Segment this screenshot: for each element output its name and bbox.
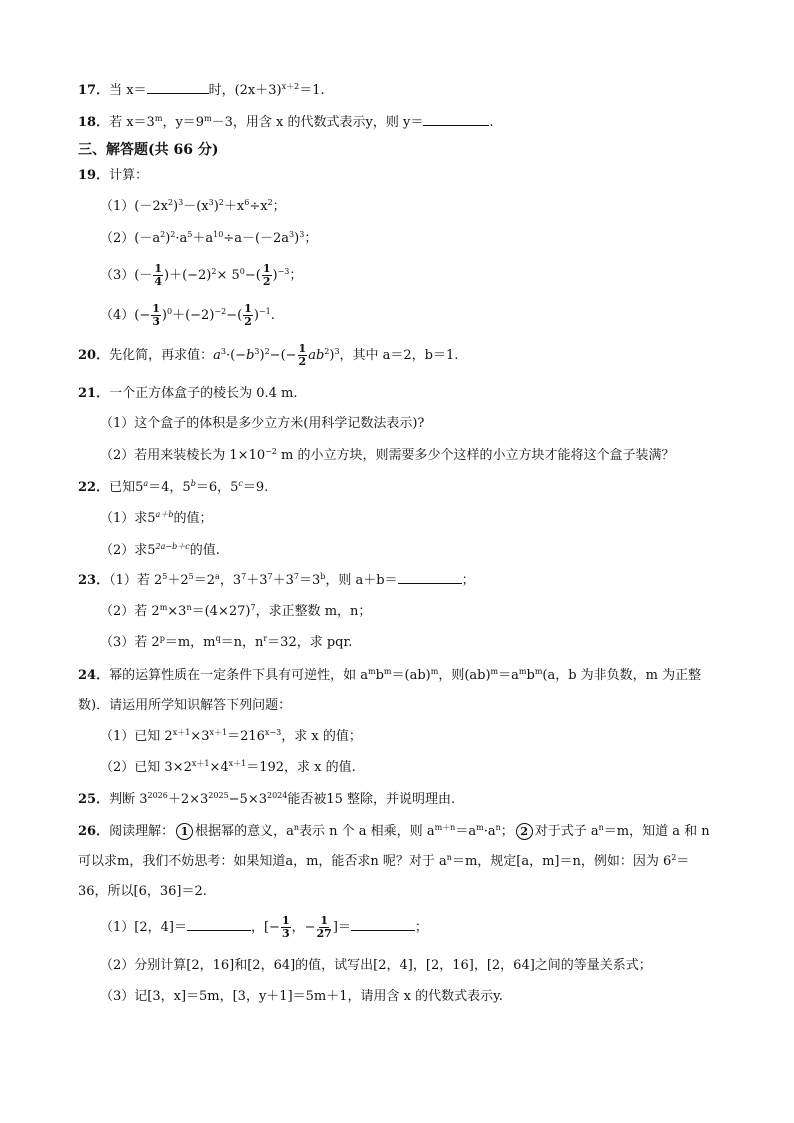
q17-number: 17． [78,83,110,98]
question-17: 17．当 x＝ 时，$(2x+3)^{x+2}=1$. [78,82,325,98]
circled-number-2: 2 [516,823,533,840]
question-24: 24．幂的运算性质在一定条件下具有可逆性，如 $a^mb^m=(ab)^m$，则$(ab)^m=a^mb^m(a$，b 为非负数，m 为正整 [78,667,702,683]
fraction: $\frac{1}{2}$ [244,302,252,328]
fraction: $\frac{1}{4}$ [154,262,162,288]
q18-number: 18． [78,115,110,130]
q26-part-2: （2）分别计算[2，16]和[2，64]的值，试写出[2，4]，[2，16]，[2，64]之间的等量关系式； [100,958,652,973]
fraction: $\frac{1}{27}$ [316,914,332,940]
q20-number: 20． [78,348,110,363]
question-19: 19．计算： [78,168,149,183]
q24-part-2: （2）已知 $3\times 2^{x+1}\times 4^{x+1}=192$，求 x 的值. [100,759,356,775]
fraction: $\frac{1}{3}$ [281,914,290,940]
section-3-heading: 三、解答题(共 66 分) [78,142,219,158]
q21-part-1: （1）这个盒子的体积是多少立方米(用科学记数法表示)? [100,416,425,431]
q22-number: 22． [78,480,110,495]
q24-part-1: （1）已知 $2^{x+1}\times 3^{x+1}=216^{x-3}$，求 x 的值； [100,728,362,744]
q19-part-3: （3）(－ $\frac{1}{4}$ )$+(-2)^2\times 5^0-$( $\frac{1}{2}$ )$^{-3}$； [100,262,303,288]
q21-part-2: （2）若用来装棱长为 $1\times 10^{-2}$ m 的小立方块，则需要多少个这样的小立方块才能将这个盒子装满？ [100,447,675,463]
q23-part-3: （3）若 $2^p=m$，$m^q=n$，$n^r=32$，求 pqr. [100,634,353,650]
q19-part-2: $(2)(-a^2)^2\cdot a^5+a^{10}\div a-(-2a^3)^3$； [100,230,318,246]
q26-part-1: （1）[2，4]＝ ，[− $\frac{1}{3}$ ，− $\frac{1}{27}$ ]＝ ； [100,914,428,940]
circled-number-1: 1 [176,823,193,840]
question-25: 25．判断 $3^{2026}+2\times 3^{2025}-5\times 3^{2024}$能否被15 整除，并说明理由. [78,791,456,807]
question-22: 22．已知$5^a=4$，$5^b=6$，$5^c=9$. [78,479,269,495]
q21-number: 21． [78,386,110,401]
question-20: 20．先化简，再求值：$a^3\cdot(-b^3)^2-(-$ $\frac{1}{2}$ $ab^2)^3$，其中 a＝2，b＝1. [78,342,459,368]
q19-part-1: $(1)(-2x^2)^3-(x^3)^2+x^6\div x^2$； [100,198,286,214]
q19-number: 19． [78,168,110,183]
q26-number: 26． [78,824,110,839]
q23-blank[interactable] [398,571,462,584]
q23-part-2: （2）若 $2^m\times 3^n=(4\times 27)^7$，求正整数 m，n； [100,603,372,619]
q17-blank[interactable] [147,81,209,94]
fraction: $\frac{1}{2}$ [262,262,271,288]
q26-blank-1[interactable] [187,918,251,931]
q22-part-1: （1）求$5^{a+b}$的值； [100,510,213,526]
q24-line-2: 数)．请运用所学知识解答下列问题： [78,698,292,713]
question-23: 23．（1）若 $2^5+2^5=2^a$，$3^7+3^7+3^7=3^b$，则 a＋b＝ ； [78,572,475,588]
q22-part-2: （2）求$5^{2a-b+c}$的值. [100,542,220,558]
q26-part-3: （3）记[3，x]＝5m，[3，y＋1]＝5m＋1，请用含 x 的代数式表示y. [100,989,503,1004]
question-18: 18．若 $x=3^m$，$y=9^m-3$，用含 x 的代数式表示y，则 y＝ . [78,114,494,130]
q26-line-3: 36，所以[6，36]＝2. [78,884,207,899]
q24-number: 24． [78,668,110,683]
q19-part-4: （4）(− $\frac{1}{3}$ )$^0+(-2)^{-2}-$( $\frac{1}{2}$ )$^{-1}$. [100,302,275,328]
q18-blank[interactable] [423,113,489,126]
fraction: $\frac{1}{2}$ [298,342,307,368]
q23-number: 23． [78,573,110,588]
question-26: 26．阅读理解： 1 根据幂的意义，$a^n$表示 n 个 a 相乘，则 $a^{m+n}=a^m\cdot a^n$； 2 对于式子 $a^n=m$，知道 a 和 n [78,823,710,839]
q25-number: 25． [78,792,110,807]
question-21: 21．一个正方体盒子的棱长为 0.4 m. [78,386,298,401]
fraction: $\frac{1}{3}$ [152,302,160,328]
q26-line-2: 可以求m，我们不妨思考：如果知道a，m，能否求n 呢？对于 $a^n=m$，规定[a，m]＝n，例如：因为 $6^2=$ [78,853,690,869]
q26-blank-2[interactable] [351,918,415,931]
